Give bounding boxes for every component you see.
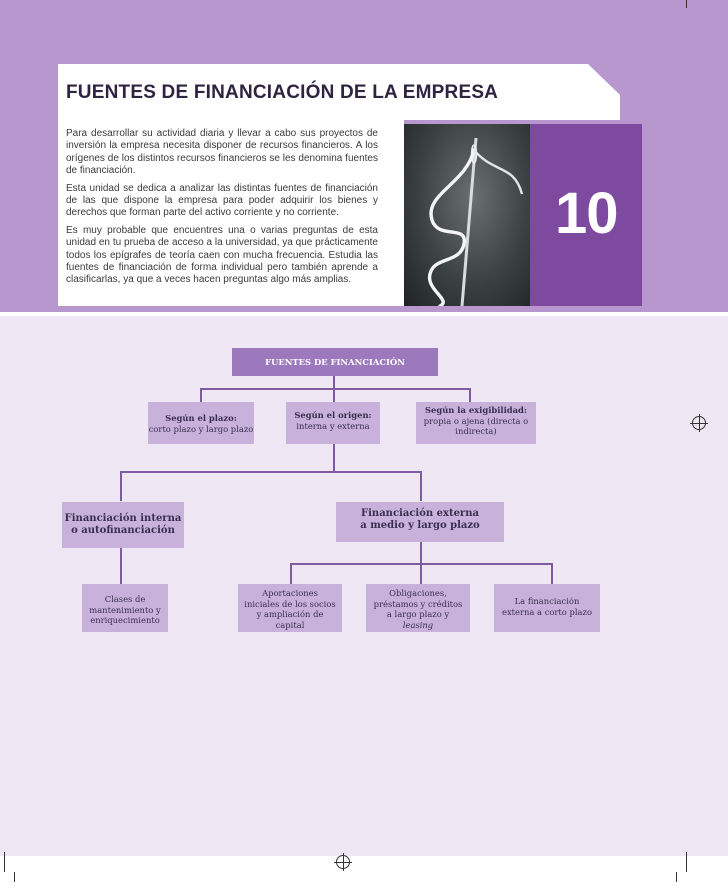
crop-mark <box>4 852 5 872</box>
criterion-exigibilidad-detail: propia o ajena (directa o indirecta) <box>423 415 529 436</box>
connector <box>200 388 202 402</box>
external-child-corto-plazo <box>494 584 600 632</box>
external-child-obligaciones-italic: leasing <box>402 619 434 630</box>
financing-internal-line1: Financiación interna <box>64 513 182 524</box>
connector <box>420 542 422 564</box>
concept-root <box>232 348 438 376</box>
connector <box>120 548 122 584</box>
needle-thread-icon <box>404 124 530 306</box>
criterion-plazo-title: Según el plazo: <box>165 413 237 423</box>
chapter-number: 10 <box>555 181 618 246</box>
criterion-plazo-detail: corto plazo y largo plazo <box>148 423 254 434</box>
crop-mark <box>14 872 15 882</box>
page-title: FUENTES DE FINANCIACIÓN DE LA EMPRESA <box>66 82 499 103</box>
connector <box>120 471 122 501</box>
internal-child-clases <box>82 584 168 632</box>
financing-external <box>336 502 504 542</box>
external-child-aportaciones <box>238 584 342 632</box>
registration-mark-icon <box>336 855 350 869</box>
intro-paragraph-2: Esta unidad se dedica a analizar las distintas fuentes de financiación de las que dispone la empresa para poder adquirir los bienes y derechos que forman parte del activo corriente y no corriente. <box>66 182 378 219</box>
connector <box>551 563 553 585</box>
financing-internal <box>62 502 184 548</box>
connector <box>120 471 422 473</box>
connector <box>333 388 335 402</box>
intro-paragraph-3: Es muy probable que encuentres una o varias preguntas de esta unidad en tu prueba de acceso a la universidad, ya que prácticamente todos los epígrafes de teoría caen con mucha frecuencia. Estudia las fuentes de financiación de forma individual pero también aprende a clasificarlas, ya que a veces hacen preguntas algo más amplias. <box>66 224 378 286</box>
connector <box>200 388 470 390</box>
registration-mark-icon <box>692 416 706 430</box>
connector <box>333 444 335 472</box>
internal-child-clases-text: Clases de mantenimiento y enriquecimiento <box>89 594 161 625</box>
crop-mark <box>686 0 687 8</box>
external-child-obligaciones-text: Obligaciones, préstamos y créditos a largo plazo y <box>373 588 463 619</box>
connector <box>333 375 335 389</box>
intro-paragraph-1: Para desarrollar su actividad diaria y llevar a cabo sus proyectos de inversión la empresa necesita disponer de recursos financieros. A los orígenes de los distintos recursos financieros se les denomina fuentes de financiación. <box>66 128 378 177</box>
concept-root-label: FUENTES DE FINANCIACIÓN <box>265 357 405 367</box>
financing-internal-line2: o autofinanciación <box>71 525 175 536</box>
criterion-exigibilidad <box>416 402 536 444</box>
connector <box>420 471 422 501</box>
connector <box>290 563 292 585</box>
financing-external-line1: Financiación externa <box>361 508 479 519</box>
crop-mark <box>686 852 687 872</box>
connector <box>420 563 422 585</box>
financing-external-line2: a medio y largo plazo <box>360 520 480 531</box>
criterion-exigibilidad-title: Según la exigibilidad: <box>424 405 528 415</box>
connector <box>469 388 471 402</box>
external-child-corto-plazo-text: La financiación externa a corto plazo <box>501 596 592 617</box>
external-child-obligaciones <box>366 584 470 632</box>
crop-mark <box>676 872 677 882</box>
criterion-origen-detail: interna y externa <box>296 420 370 431</box>
needle-thread-photo <box>404 124 530 306</box>
criterion-plazo <box>148 402 254 444</box>
intro-box <box>58 120 404 306</box>
criterion-origen-title: Según el origen: <box>294 410 372 420</box>
criterion-origen <box>286 402 380 444</box>
external-child-aportaciones-text: Aportaciones iniciales de los socios y ampliación de capital <box>244 588 336 630</box>
